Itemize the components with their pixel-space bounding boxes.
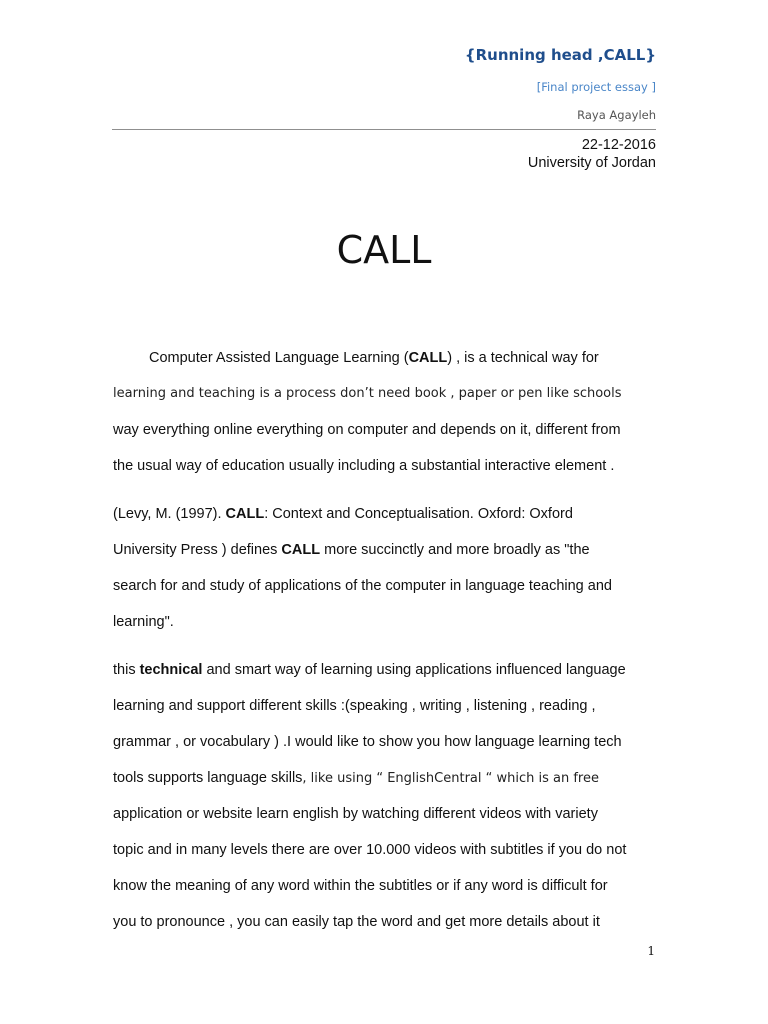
text-run: and smart way of learning using applications influenced language xyxy=(202,662,626,678)
essay-body xyxy=(113,340,658,940)
paragraph-intro xyxy=(113,340,658,484)
bold-term: CALL xyxy=(225,506,265,522)
text-run: tools supports language skills xyxy=(113,770,303,786)
paragraph-line: you to pronounce , you can easily tap the word and get more details about it xyxy=(113,914,600,930)
text-run: ) , is a technical way for xyxy=(447,350,599,366)
paragraph-line xyxy=(113,652,658,688)
header-divider xyxy=(112,129,656,130)
bold-term: technical xyxy=(139,662,203,678)
bold-term: CALL xyxy=(281,542,321,558)
bold-term: CALL xyxy=(408,350,448,366)
university-name: University of Jordan xyxy=(527,155,656,171)
text-run: : Context and Conceptualisation. Oxford: Oxford xyxy=(264,506,573,522)
page-number: 1 xyxy=(647,944,655,958)
paragraph-line: application or website learn english by watching different videos with variety xyxy=(113,806,598,822)
text-run: this xyxy=(113,662,140,678)
text-run: University Press ) defines xyxy=(113,542,282,558)
paragraph-line xyxy=(113,496,658,532)
essay-subtitle: [Final project essay ] xyxy=(536,80,656,94)
paragraph-line: topic and in many levels there are over 10.000 videos with subtitles if you do not xyxy=(113,842,627,858)
paragraph-line: search for and study of applications of the computer in language teaching and xyxy=(113,578,612,594)
paragraph-skills xyxy=(113,652,658,940)
paragraph-line: way everything online everything on computer and depends on it, different from xyxy=(113,422,621,438)
author-name: Raya Agayleh xyxy=(577,108,656,122)
text-run: Computer Assisted Language Learning ( xyxy=(149,350,409,366)
paragraph-gap xyxy=(113,484,658,496)
paragraph-gap xyxy=(113,640,658,652)
paragraph-line: know the meaning of any word within the subtitles or if any word is difficult for xyxy=(113,878,608,894)
paragraph-line xyxy=(113,340,658,376)
paragraph-line xyxy=(113,532,658,568)
text-run: more succinctly and more broadly as "the xyxy=(320,542,590,558)
paragraph-line: grammar , or vocabulary ) .I would like to show you how language learning tech xyxy=(113,734,622,750)
paragraph-line: learning and support different skills :(speaking , writing , listening , reading , xyxy=(113,698,596,714)
paragraph-line xyxy=(113,760,658,796)
essay-title: CALL xyxy=(336,228,432,272)
running-head: {Running head ,CALL} xyxy=(464,46,656,64)
paragraph-definition xyxy=(113,496,658,640)
text-run: , like using “ EnglishCentral “ which is an free xyxy=(302,771,599,786)
text-run: (Levy, M. (1997). xyxy=(113,506,226,522)
paragraph-line: the usual way of education usually including a substantial interactive element . xyxy=(113,458,615,474)
paragraph-line: learning". xyxy=(113,614,174,630)
paragraph-line: learning and teaching is a process don’t need book , paper or pen like schools xyxy=(113,386,622,401)
essay-date: 22-12-2016 xyxy=(581,137,656,153)
